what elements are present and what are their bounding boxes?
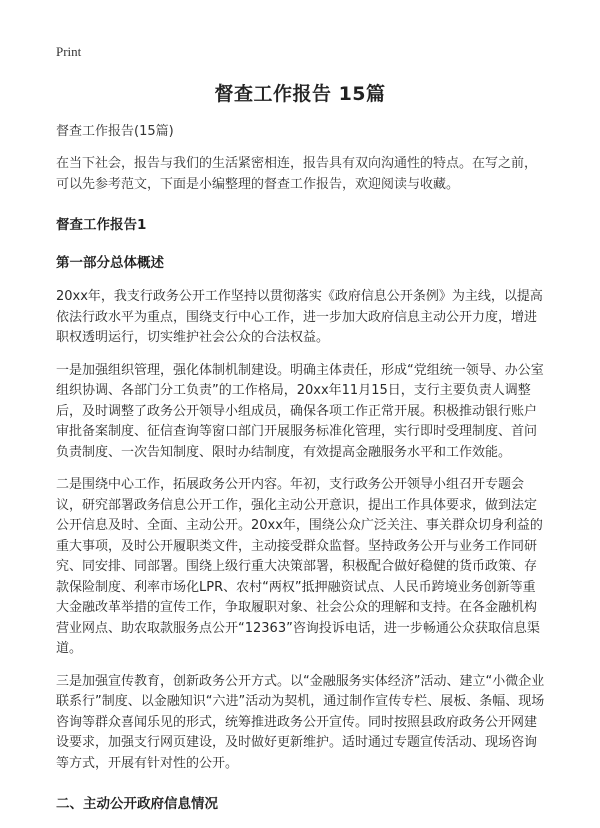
intro-paragraph: 在当下社会，报告与我们的生活紧密相连，报告具有双向沟通性的特点。在写之前，可以先参考范文，下面是小编整理的督查工作报告，欢迎阅读与收藏。 (56, 156, 538, 192)
section-heading-part1: 第一部分总体概述 (56, 255, 164, 271)
document-subtitle: 督查工作报告(15篇) (56, 124, 174, 139)
section-heading-part2: 二、主动公开政府信息情况 (56, 796, 218, 812)
page-title: 督查工作报告 15篇 (214, 83, 386, 105)
paragraph-organization: 一是加强组织管理，强化体制机制建设。明确主体责任，形成“党组统一领导、办公室组织协调、各部门分工负责”的工作格局，20xx年11月15日，支行主要负责人调整后，及时调整了政务公开领导小组成员，确保各项工作正常开展。积极推动银行账户审批备案制度、征信查询等窗口部门开展服务标准化管理，实行即时受理制度、首问负责制度、一次告知制度、限时办结制度，有效提高金融服务水平和工作效能。 (56, 362, 544, 460)
paragraph-central-work: 二是围绕中心工作，拓展政务公开内容。年初，支行政务公开领导小组召开专题会议，研究部署政务信息公开工作，强化主动公开意识，提出工作具体要求，做到法定公开信息及时、全面、主动公开。20xx年，围绕公众广泛关注、事关群众切身利益的重大事项，及时公开履职类文件，主动接受群众监督。坚持政务公开与业务工作同研究、同安排、同部署。围绕上级行重大决策部署，积极配合做好稳健的货币政策、存款保险制度、利率市场化LPR、农村“两权”抵押融资试点、人民币跨境业务创新等重大金融改革举措的宣传工作，争取履职对象、社会公众的理解和支持。在各金融机构营业网点、助农取款服务点公开“12363”咨询投诉电话，进一步畅通公众获取信息渠道。 (56, 477, 543, 656)
paragraph-publicity: 三是加强宣传教育，创新政务公开方式。以“金融服务实体经济”活动、建立“小微企业联系行”制度、以金融知识“六进”活动为契机，通过制作宣传专栏、展板、条幅、现场咨询等群众喜闻乐见的形式，统筹推进政务公开宣传。同时按照县政府政务公开网建设要求，加强支行网页建设，及时做好更新维护。适时通过专题宣传活动、现场咨询等方式，开展有针对性的公开。 (56, 673, 545, 771)
paragraph-overview: 20xx年，我支行政务公开工作坚持以贯彻落实《政府信息公开条例》为主线，以提高依法行政水平为重点，围绕支行中心工作，进一步加大政府信息主动公开力度，增进职权透明运行，切实维护社会公众的合法权益。 (56, 289, 543, 345)
document-content (56, 120, 548, 826)
print-link[interactable]: Print (56, 44, 82, 59)
report-heading: 督查工作报告1 (56, 217, 147, 233)
